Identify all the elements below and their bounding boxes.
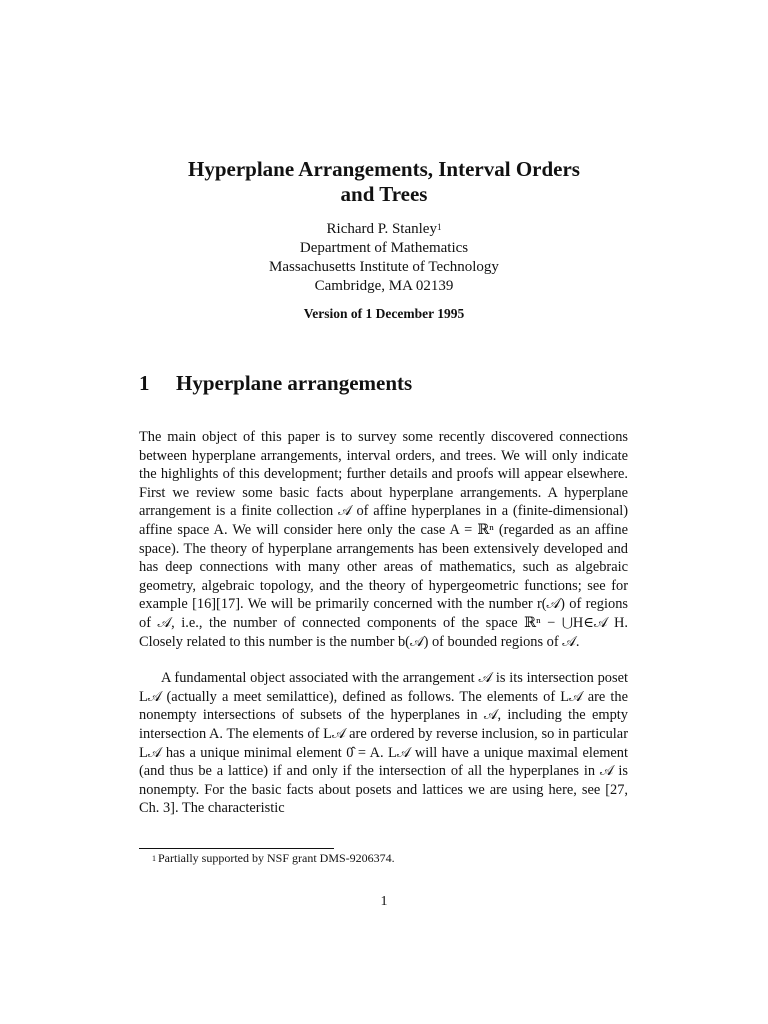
footnote-rule [139, 848, 334, 849]
author-block [100, 220, 668, 296]
section-title: Hyperplane arrangements [176, 371, 413, 395]
author-address: Cambridge, MA 02139 [314, 278, 454, 294]
footnote [154, 851, 395, 866]
author-footnote-mark: 1 [436, 222, 442, 232]
version-line: Version of 1 December 1995 [303, 306, 465, 321]
title-line-2: and Trees [340, 182, 428, 206]
footnote-mark: 1 [152, 854, 156, 863]
author-name-line [100, 220, 668, 239]
section-number: 1 [139, 371, 150, 395]
author-name: Richard P. Stanley [326, 221, 437, 237]
body-text [139, 428, 628, 818]
footnote-text: Partially supported by NSF grant DMS-9206374. [158, 851, 395, 865]
author-department: Department of Mathematics [299, 240, 469, 256]
paragraph-2: A fundamental object associated with the arrangement 𝒜 is its intersection poset L𝒜 (actually a meet semilattice), defined as follows. The elements of L𝒜 are the nonempty intersections of subsets of the hyperplanes in 𝒜, including the empty intersection A. The elements of L𝒜 are ordered by reverse inclusion, so in particular L𝒜 has a unique minimal element 0̂ = A. L𝒜 will have a unique maximal element (and thus be a lattice) if and only if the intersection of all the hyperplanes in 𝒜 is nonempty. For the basic facts about posets and lattices we are using here, see [27, Ch. 3]. The characteristic [139, 670, 628, 817]
section-heading [139, 370, 412, 396]
page-number: 1 [380, 894, 388, 909]
paper-title [100, 157, 668, 207]
author-institution: Massachusetts Institute of Technology [269, 259, 499, 275]
paragraph-1: The main object of this paper is to survey some recently discovered connections between hyperplane arrangements, interval orders, and trees. We will only indicate the highlights of this development; further details and proofs will appear elsewhere. First we review some basic facts about hyperplane arrangements. A hyperplane arrangement is a finite collection 𝒜 of affine hyperplanes in a (finite-dimensional) affine space A. We will consider here only the case A = ℝⁿ (regarded as an affine space). The theory of hyperplane arrangements has been extensively developed and has deep connections with many other areas of mathematics, such as algebraic geometry, algebraic topology, and the theory of hypergeometric functions; see for example [16][17]. We will be primarily concerned with the number r(𝒜) of regions of 𝒜, i.e., the number of connected components of the space ℝⁿ − ⋃H∈𝒜 H. Closely related to this number is the number b(𝒜) of bounded regions of 𝒜. [139, 429, 628, 650]
title-line-1: Hyperplane Arrangements, Interval Orders [188, 157, 580, 181]
